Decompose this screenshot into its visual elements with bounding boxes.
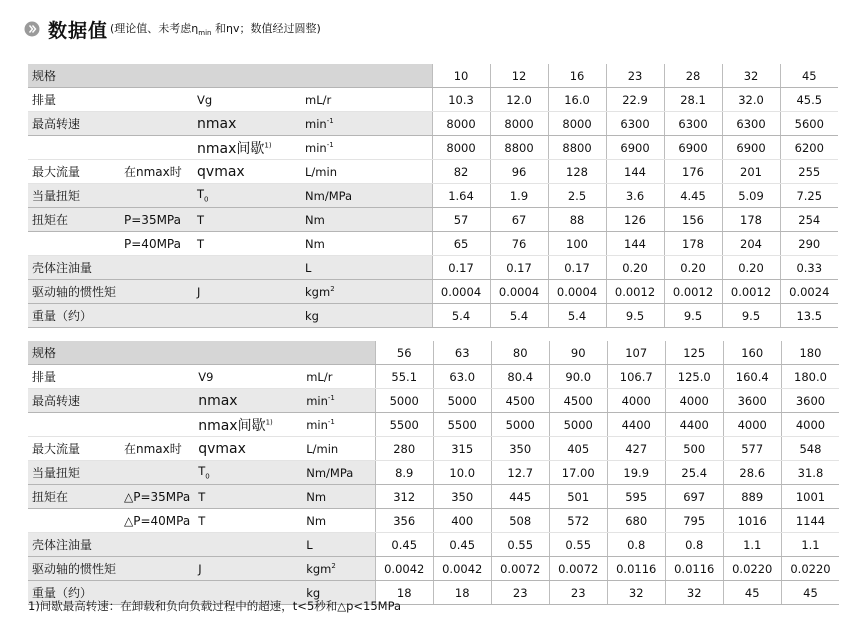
value-cell: 0.17 xyxy=(432,256,490,280)
row-symbol xyxy=(193,256,301,280)
value-cell: 17.00 xyxy=(549,461,607,485)
value-cell: 128 xyxy=(548,160,606,184)
value-cell: 96 xyxy=(490,160,548,184)
size-value: 16 xyxy=(548,64,606,88)
row-label: 最高转速 xyxy=(28,112,120,136)
row-label: 当量扭矩 xyxy=(28,184,120,208)
row-symbol: Vg xyxy=(193,88,301,112)
row-sublabel: △P=35MPa xyxy=(120,485,194,509)
size-value: 125 xyxy=(665,341,723,365)
value-cell: 0.0012 xyxy=(722,280,780,304)
value-cell: 144 xyxy=(606,232,664,256)
value-cell: 0.45 xyxy=(375,533,433,557)
value-cell: 280 xyxy=(375,437,433,461)
spec-table-small xyxy=(28,64,838,328)
value-cell: 254 xyxy=(780,208,838,232)
value-cell: 0.0220 xyxy=(723,557,781,581)
value-cell: 5500 xyxy=(433,413,491,437)
row-unit: mL/r xyxy=(301,88,432,112)
value-cell: 0.17 xyxy=(490,256,548,280)
row-unit: $\min^{-1}$ xyxy=(302,413,375,437)
value-cell: 1144 xyxy=(781,509,839,533)
value-cell: 28.6 xyxy=(723,461,781,485)
row-symbol: nmax间歇$^{1)}$ xyxy=(194,413,302,437)
table-row xyxy=(28,256,838,280)
value-cell: 144 xyxy=(606,160,664,184)
row-label: 驱动轴的惯性矩 xyxy=(28,557,120,581)
page-header xyxy=(24,14,321,44)
value-cell: 31.8 xyxy=(781,461,839,485)
value-cell: 501 xyxy=(549,485,607,509)
value-cell: 125.0 xyxy=(665,365,723,389)
value-cell: 0.20 xyxy=(664,256,722,280)
value-cell: 4400 xyxy=(665,413,723,437)
size-header-row xyxy=(28,64,838,88)
table-row xyxy=(28,509,839,533)
value-cell: 90.0 xyxy=(549,365,607,389)
value-cell: 405 xyxy=(549,437,607,461)
size-value: 10 xyxy=(432,64,490,88)
value-cell: 5.09 xyxy=(722,184,780,208)
value-cell: 45.5 xyxy=(780,88,838,112)
row-unit: L xyxy=(301,256,432,280)
row-label: 排量 xyxy=(28,365,120,389)
row-unit: mL/r xyxy=(302,365,375,389)
row-unit: Nm xyxy=(301,208,432,232)
table-row xyxy=(28,437,839,461)
value-cell: 8.9 xyxy=(375,461,433,485)
value-cell: 1001 xyxy=(781,485,839,509)
value-cell: 5.4 xyxy=(548,304,606,328)
value-cell: 22.9 xyxy=(606,88,664,112)
value-cell: 201 xyxy=(722,160,780,184)
value-cell: 5000 xyxy=(549,413,607,437)
size-value: 107 xyxy=(607,341,665,365)
value-cell: 76 xyxy=(490,232,548,256)
size-value: 80 xyxy=(491,341,549,365)
value-cell: 57 xyxy=(432,208,490,232)
row-unit: Nm xyxy=(302,509,375,533)
row-label: 驱动轴的惯性矩 xyxy=(28,280,120,304)
value-cell: 5000 xyxy=(375,389,433,413)
row-symbol: V9 xyxy=(194,365,302,389)
row-label: 最大流量 xyxy=(28,437,120,461)
row-label: 最大流量 xyxy=(28,160,120,184)
table-row xyxy=(28,389,839,413)
row-unit: Nm/MPa xyxy=(301,184,432,208)
value-cell: 0.0116 xyxy=(665,557,723,581)
row-unit: kg xyxy=(302,581,375,605)
row-label: 扭矩在 xyxy=(28,208,120,232)
size-value: 23 xyxy=(606,64,664,88)
value-cell: 548 xyxy=(781,437,839,461)
row-sublabel xyxy=(120,256,193,280)
value-cell: 795 xyxy=(665,509,723,533)
value-cell: 4000 xyxy=(723,413,781,437)
value-cell: 16.0 xyxy=(548,88,606,112)
row-sublabel: P=35MPa xyxy=(120,208,193,232)
value-cell: 0.55 xyxy=(549,533,607,557)
value-cell: 1.9 xyxy=(490,184,548,208)
table-row xyxy=(28,232,838,256)
value-cell: 4400 xyxy=(607,413,665,437)
row-sublabel xyxy=(120,112,193,136)
value-cell: 28.1 xyxy=(664,88,722,112)
value-cell: 4000 xyxy=(607,389,665,413)
row-label: 壳体注油量 xyxy=(28,256,120,280)
value-cell: 1016 xyxy=(723,509,781,533)
row-label: 扭矩在 xyxy=(28,485,120,509)
value-cell: 12.0 xyxy=(490,88,548,112)
table-row xyxy=(28,413,839,437)
row-label xyxy=(28,136,120,160)
value-cell: 4000 xyxy=(665,389,723,413)
table-row xyxy=(28,88,838,112)
value-cell: 55.1 xyxy=(375,365,433,389)
value-cell: 1.1 xyxy=(723,533,781,557)
row-unit: $\min^{-1}$ xyxy=(301,136,432,160)
table-row xyxy=(28,533,839,557)
row-unit: $\min^{-1}$ xyxy=(301,112,432,136)
value-cell: 4500 xyxy=(491,389,549,413)
value-cell: 572 xyxy=(549,509,607,533)
row-symbol: J xyxy=(194,557,302,581)
row-sublabel: P=40MPa xyxy=(120,232,193,256)
table-row xyxy=(28,304,838,328)
value-cell: 45 xyxy=(781,581,839,605)
value-cell: 0.8 xyxy=(607,533,665,557)
value-cell: 6300 xyxy=(606,112,664,136)
value-cell: 178 xyxy=(722,208,780,232)
value-cell: 6900 xyxy=(606,136,664,160)
value-cell: 0.45 xyxy=(433,533,491,557)
size-label: 规格 xyxy=(28,64,432,88)
size-value: 12 xyxy=(490,64,548,88)
value-cell: 1.1 xyxy=(781,533,839,557)
value-cell: 180.0 xyxy=(781,365,839,389)
value-cell: 0.20 xyxy=(606,256,664,280)
row-sublabel xyxy=(120,461,194,485)
value-cell: 126 xyxy=(606,208,664,232)
spec-table-large xyxy=(28,341,839,605)
value-cell: 8000 xyxy=(490,112,548,136)
table-row xyxy=(28,112,838,136)
value-cell: 255 xyxy=(780,160,838,184)
size-value: 32 xyxy=(722,64,780,88)
value-cell: 45 xyxy=(723,581,781,605)
row-label xyxy=(28,232,120,256)
row-sublabel: 在nmax时 xyxy=(120,437,194,461)
value-cell: 18 xyxy=(433,581,491,605)
value-cell: 25.4 xyxy=(665,461,723,485)
row-unit: kg xyxy=(301,304,432,328)
value-cell: 889 xyxy=(723,485,781,509)
size-value: 63 xyxy=(433,341,491,365)
table-row xyxy=(28,184,838,208)
row-label: 重量（约） xyxy=(28,304,120,328)
value-cell: 6200 xyxy=(780,136,838,160)
table-row xyxy=(28,557,839,581)
value-cell: 65 xyxy=(432,232,490,256)
value-cell: 4500 xyxy=(549,389,607,413)
size-value: 160 xyxy=(723,341,781,365)
row-sublabel xyxy=(120,304,193,328)
value-cell: 697 xyxy=(665,485,723,509)
value-cell: 5000 xyxy=(433,389,491,413)
size-label: 规格 xyxy=(28,341,375,365)
value-cell: 0.0042 xyxy=(433,557,491,581)
value-cell: 106.7 xyxy=(607,365,665,389)
value-cell: 500 xyxy=(665,437,723,461)
row-sublabel: 在nmax时 xyxy=(120,160,193,184)
value-cell: 312 xyxy=(375,485,433,509)
value-cell: 445 xyxy=(491,485,549,509)
row-sublabel xyxy=(120,365,194,389)
value-cell: 400 xyxy=(433,509,491,533)
row-unit: Nm xyxy=(302,485,375,509)
row-symbol: qvmax xyxy=(193,160,301,184)
value-cell: 32.0 xyxy=(722,88,780,112)
value-cell: 0.0116 xyxy=(607,557,665,581)
value-cell: 0.0024 xyxy=(780,280,838,304)
size-value: 56 xyxy=(375,341,433,365)
row-symbol: $T_0$ xyxy=(194,461,302,485)
size-value: 28 xyxy=(664,64,722,88)
row-sublabel xyxy=(120,136,193,160)
value-cell: 350 xyxy=(491,437,549,461)
row-unit: Nm xyxy=(301,232,432,256)
value-cell: 0.20 xyxy=(722,256,780,280)
value-cell: 5600 xyxy=(780,112,838,136)
value-cell: 82 xyxy=(432,160,490,184)
value-cell: 1.64 xyxy=(432,184,490,208)
value-cell: 0.0042 xyxy=(375,557,433,581)
table-row xyxy=(28,208,838,232)
value-cell: 6300 xyxy=(722,112,780,136)
value-cell: 67 xyxy=(490,208,548,232)
value-cell: 9.5 xyxy=(722,304,780,328)
value-cell: 0.33 xyxy=(780,256,838,280)
row-label: 当量扭矩 xyxy=(28,461,120,485)
value-cell: 350 xyxy=(433,485,491,509)
value-cell: 6900 xyxy=(722,136,780,160)
row-unit: kgm$^2$ xyxy=(301,280,432,304)
table-row xyxy=(28,136,838,160)
value-cell: 0.8 xyxy=(665,533,723,557)
table-row xyxy=(28,461,839,485)
value-cell: 12.7 xyxy=(491,461,549,485)
value-cell: 23 xyxy=(491,581,549,605)
value-cell: 0.55 xyxy=(491,533,549,557)
value-cell: 8000 xyxy=(432,136,490,160)
value-cell: 315 xyxy=(433,437,491,461)
value-cell: 9.5 xyxy=(664,304,722,328)
value-cell: 290 xyxy=(780,232,838,256)
row-label: 最高转速 xyxy=(28,389,120,413)
value-cell: 0.0012 xyxy=(606,280,664,304)
value-cell: 5500 xyxy=(375,413,433,437)
value-cell: 13.5 xyxy=(780,304,838,328)
row-label: 重量（约） xyxy=(28,581,120,605)
value-cell: 9.5 xyxy=(606,304,664,328)
row-unit: L/min xyxy=(302,437,375,461)
value-cell: 577 xyxy=(723,437,781,461)
value-cell: 88 xyxy=(548,208,606,232)
value-cell: 8000 xyxy=(548,112,606,136)
value-cell: 176 xyxy=(664,160,722,184)
table-row xyxy=(28,280,838,304)
row-sublabel xyxy=(120,557,194,581)
value-cell: 8000 xyxy=(432,112,490,136)
row-sublabel: △P=40MPa xyxy=(120,509,194,533)
header-note: (理论值、未考虑$\eta_{min}$ 和ηv；数值经过圆整) xyxy=(110,22,321,38)
row-label: 排量 xyxy=(28,88,120,112)
row-sublabel xyxy=(120,280,193,304)
chevron-circle-icon xyxy=(24,21,40,37)
row-symbol: qvmax xyxy=(194,437,302,461)
row-symbol: nmax间歇$^{1)}$ xyxy=(193,136,301,160)
value-cell: 7.25 xyxy=(780,184,838,208)
row-symbol: T xyxy=(193,208,301,232)
value-cell: 3.6 xyxy=(606,184,664,208)
value-cell: 6900 xyxy=(664,136,722,160)
value-cell: 508 xyxy=(491,509,549,533)
value-cell: 356 xyxy=(375,509,433,533)
value-cell: 427 xyxy=(607,437,665,461)
value-cell: 0.0004 xyxy=(490,280,548,304)
value-cell: 595 xyxy=(607,485,665,509)
row-label xyxy=(28,509,120,533)
value-cell: 10.0 xyxy=(433,461,491,485)
row-symbol xyxy=(193,304,301,328)
row-symbol: T xyxy=(194,485,302,509)
row-symbol: T xyxy=(194,509,302,533)
value-cell: 10.3 xyxy=(432,88,490,112)
page-title: 数据值 xyxy=(48,19,109,42)
row-sublabel xyxy=(120,184,193,208)
value-cell: 3600 xyxy=(781,389,839,413)
value-cell: 0.0004 xyxy=(432,280,490,304)
row-symbol xyxy=(194,533,302,557)
row-label: 壳体注油量 xyxy=(28,533,120,557)
footnote: 1)间歇最高转速：在卸载和负向负载过程中的超速，t<5秒和△p<15MPa xyxy=(28,599,402,613)
value-cell: 5000 xyxy=(491,413,549,437)
value-cell: 4.45 xyxy=(664,184,722,208)
value-cell: 0.17 xyxy=(548,256,606,280)
value-cell: 19.9 xyxy=(607,461,665,485)
value-cell: 32 xyxy=(607,581,665,605)
value-cell: 18 xyxy=(375,581,433,605)
row-unit: $\min^{-1}$ xyxy=(302,389,375,413)
row-symbol: J xyxy=(193,280,301,304)
table-row xyxy=(28,365,839,389)
value-cell: 0.0220 xyxy=(781,557,839,581)
value-cell: 5.4 xyxy=(490,304,548,328)
value-cell: 23 xyxy=(549,581,607,605)
row-sublabel xyxy=(120,88,193,112)
size-value: 45 xyxy=(780,64,838,88)
value-cell: 4000 xyxy=(781,413,839,437)
value-cell: 0.0012 xyxy=(664,280,722,304)
value-cell: 5.4 xyxy=(432,304,490,328)
row-symbol: nmax xyxy=(194,389,302,413)
value-cell: 0.0072 xyxy=(491,557,549,581)
value-cell: 156 xyxy=(664,208,722,232)
row-unit: L xyxy=(302,533,375,557)
size-value: 180 xyxy=(781,341,839,365)
table-row xyxy=(28,485,839,509)
value-cell: 0.0072 xyxy=(549,557,607,581)
value-cell: 3600 xyxy=(723,389,781,413)
table-row xyxy=(28,160,838,184)
row-symbol: T xyxy=(193,232,301,256)
row-symbol: nmax xyxy=(193,112,301,136)
value-cell: 32 xyxy=(665,581,723,605)
value-cell: 63.0 xyxy=(433,365,491,389)
size-value: 90 xyxy=(549,341,607,365)
value-cell: 8800 xyxy=(548,136,606,160)
value-cell: 80.4 xyxy=(491,365,549,389)
value-cell: 6300 xyxy=(664,112,722,136)
row-sublabel xyxy=(120,389,194,413)
row-symbol: $T_0$ xyxy=(193,184,301,208)
row-unit: Nm/MPa xyxy=(302,461,375,485)
row-sublabel xyxy=(120,533,194,557)
row-label xyxy=(28,413,120,437)
row-unit: kgm$^2$ xyxy=(302,557,375,581)
value-cell: 100 xyxy=(548,232,606,256)
value-cell: 178 xyxy=(664,232,722,256)
value-cell: 204 xyxy=(722,232,780,256)
value-cell: 160.4 xyxy=(723,365,781,389)
size-header-row xyxy=(28,341,839,365)
value-cell: 0.0004 xyxy=(548,280,606,304)
row-unit: L/min xyxy=(301,160,432,184)
row-sublabel xyxy=(120,413,194,437)
value-cell: 8800 xyxy=(490,136,548,160)
value-cell: 2.5 xyxy=(548,184,606,208)
value-cell: 680 xyxy=(607,509,665,533)
